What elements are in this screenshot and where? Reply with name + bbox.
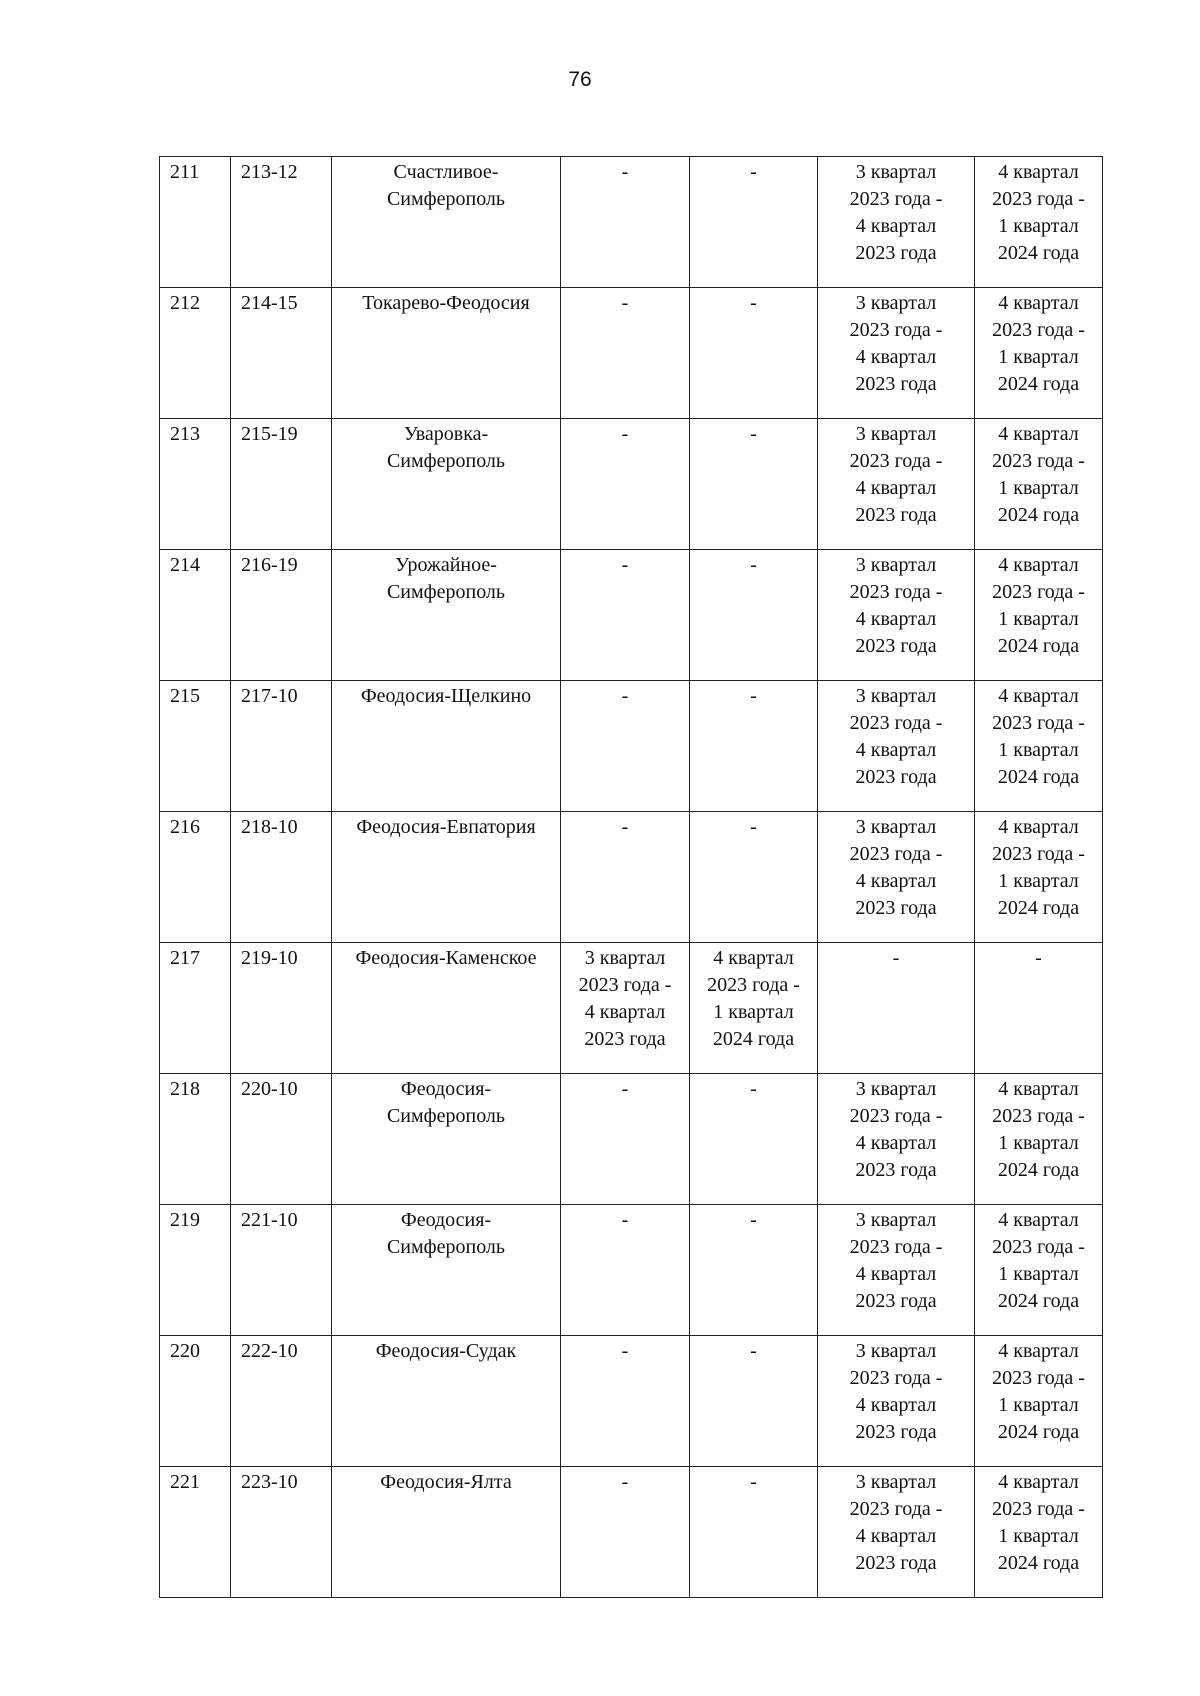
period-end-cell-b: [975, 288, 1103, 419]
cell-line: 2023 года -: [849, 712, 943, 734]
period-start-cell-a: [561, 288, 690, 419]
table-row: [160, 1205, 1103, 1336]
cell-line: 2023 года -: [992, 450, 1085, 472]
period-end-cell-a: [690, 157, 818, 288]
cell-line: 4 квартал: [998, 685, 1079, 707]
route-name-cell: [332, 1074, 561, 1205]
period-end-cell-a: [690, 1336, 818, 1467]
row-number-cell: 216: [160, 812, 231, 943]
row-number-cell: 218: [160, 1074, 231, 1205]
cell-line: 4 квартал: [855, 477, 937, 499]
table-row: [160, 288, 1103, 419]
period-end-cell-a: [690, 288, 818, 419]
cell-line: 3 квартал: [855, 161, 937, 183]
cell-line: 1 квартал: [998, 1263, 1079, 1285]
cell-line: 2023 года -: [992, 1498, 1085, 1520]
cell-line: 2023 года: [855, 373, 937, 395]
table-row: [160, 550, 1103, 681]
cell-line: 2023 года: [855, 1290, 937, 1312]
cell-line: 4 квартал: [855, 1132, 937, 1154]
cell-line: Симферополь: [386, 581, 506, 603]
period-start-cell-a: [561, 419, 690, 550]
cell-line: 1 квартал: [998, 1132, 1079, 1154]
row-number-cell: 211: [160, 157, 231, 288]
row-number-cell: 213: [160, 419, 231, 550]
cell-line: 1 квартал: [998, 477, 1079, 499]
cell-line: 2024 года: [997, 635, 1080, 657]
route-name-cell: [332, 1205, 561, 1336]
cell-line: Симферополь: [386, 450, 506, 472]
cell-line: 4 квартал: [855, 608, 937, 630]
period-start-cell-b: [818, 1205, 975, 1336]
period-end-cell-a: [690, 681, 818, 812]
cell-line: -: [892, 947, 900, 969]
cell-line: 4 квартал: [855, 870, 937, 892]
cell-line: 3 квартал: [855, 1078, 937, 1100]
cell-line: 4 квартал: [998, 292, 1079, 314]
period-start-cell-b: [818, 1336, 975, 1467]
route-name-cell: [332, 681, 561, 812]
cell-line: 4 квартал: [998, 1471, 1079, 1493]
cell-line: 2024 года: [712, 1028, 795, 1050]
cell-line: -: [621, 685, 629, 707]
cell-line: 2023 года -: [849, 188, 943, 210]
cell-line: -: [750, 554, 757, 576]
cell-line: Симферополь: [386, 1236, 506, 1258]
cell-line: 1 квартал: [998, 346, 1079, 368]
route-code-cell: 217-10: [231, 681, 332, 812]
cell-line: 2023 года: [855, 504, 937, 526]
cell-line: 1 квартал: [998, 1525, 1079, 1547]
route-schedule-table: [159, 156, 1103, 1598]
cell-line: 4 квартал: [998, 1340, 1079, 1362]
cell-line: 2024 года: [997, 766, 1080, 788]
cell-line: 2024 года: [997, 1159, 1080, 1181]
period-start-cell-a: [561, 550, 690, 681]
period-end-cell-a: [690, 419, 818, 550]
cell-line: 2023 года -: [992, 581, 1085, 603]
period-start-cell-a: [561, 157, 690, 288]
cell-line: 2023 года -: [992, 319, 1085, 341]
cell-line: 2023 года -: [992, 188, 1085, 210]
period-end-cell-b: [975, 943, 1103, 1074]
cell-line: 3 квартал: [855, 1471, 937, 1493]
table-row: [160, 1467, 1103, 1598]
cell-line: 3 квартал: [855, 1209, 937, 1231]
period-end-cell-a: [690, 1467, 818, 1598]
row-number-cell: 212: [160, 288, 231, 419]
cell-line: 2023 года: [855, 1159, 937, 1181]
cell-line: -: [750, 161, 757, 183]
cell-line: 1 квартал: [998, 608, 1079, 630]
cell-line: 2023 года: [855, 1552, 937, 1574]
cell-line: 4 квартал: [998, 554, 1079, 576]
period-start-cell-b: [818, 812, 975, 943]
table-row: [160, 812, 1103, 943]
cell-line: -: [750, 292, 757, 314]
route-code-cell: 215-19: [231, 419, 332, 550]
cell-line: 4 квартал: [998, 161, 1079, 183]
cell-line: 3 квартал: [855, 685, 937, 707]
route-name-cell: [332, 1336, 561, 1467]
cell-line: 2024 года: [997, 1421, 1080, 1443]
cell-line: 4 квартал: [998, 423, 1079, 445]
cell-line: 4 квартал: [584, 1001, 666, 1023]
page-number: 76: [568, 68, 592, 91]
period-end-cell-a: [690, 1074, 818, 1205]
cell-line: -: [621, 1340, 629, 1362]
route-code-cell: 221-10: [231, 1205, 332, 1336]
period-start-cell-a: [561, 1467, 690, 1598]
cell-line: 2023 года: [584, 1028, 666, 1050]
cell-line: 4 квартал: [855, 1263, 937, 1285]
period-end-cell-b: [975, 812, 1103, 943]
period-start-cell-b: [818, 419, 975, 550]
cell-line: -: [621, 1471, 629, 1493]
period-start-cell-b: [818, 1074, 975, 1205]
cell-line: 1 квартал: [998, 739, 1079, 761]
cell-line: 2024 года: [997, 373, 1080, 395]
cell-line: 2023 года -: [849, 1367, 943, 1389]
period-start-cell-b: [818, 550, 975, 681]
route-name-cell: [332, 157, 561, 288]
cell-line: 3 квартал: [855, 1340, 937, 1362]
cell-line: 4 квартал: [998, 1209, 1079, 1231]
table-row: [160, 157, 1103, 288]
cell-line: 2023 года -: [707, 974, 800, 996]
cell-line: -: [750, 1340, 757, 1362]
cell-line: -: [621, 161, 629, 183]
cell-line: 4 квартал: [855, 739, 937, 761]
table-row: [160, 419, 1103, 550]
period-start-cell-b: [818, 681, 975, 812]
route-name-cell: [332, 419, 561, 550]
period-start-cell-a: [561, 812, 690, 943]
cell-line: 3 квартал: [855, 423, 937, 445]
period-start-cell-a: [561, 1074, 690, 1205]
cell-line: 2023 года: [855, 897, 937, 919]
cell-line: Токарево-Феодосия: [362, 292, 530, 314]
cell-line: -: [750, 423, 757, 445]
cell-line: Феодосия-Судак: [375, 1340, 517, 1362]
cell-line: Симферополь: [386, 1105, 506, 1127]
row-number-cell: 221: [160, 1467, 231, 1598]
cell-line: 2024 года: [997, 897, 1080, 919]
period-start-cell-a: [561, 681, 690, 812]
cell-line: 2023 года -: [992, 1236, 1085, 1258]
table-row: [160, 1336, 1103, 1467]
cell-line: 2024 года: [997, 504, 1080, 526]
cell-line: -: [621, 554, 629, 576]
period-start-cell-b: [818, 157, 975, 288]
cell-line: 4 квартал: [998, 816, 1079, 838]
row-number-cell: 219: [160, 1205, 231, 1336]
row-number-cell: 217: [160, 943, 231, 1074]
period-end-cell-b: [975, 1467, 1103, 1598]
cell-line: 2023 года -: [992, 1367, 1085, 1389]
route-name-cell: [332, 288, 561, 419]
period-start-cell-a: [561, 1336, 690, 1467]
cell-line: Феодосия-: [400, 1078, 492, 1100]
cell-line: 2024 года: [997, 242, 1080, 264]
table-body: [160, 157, 1103, 1598]
cell-line: 3 квартал: [855, 816, 937, 838]
cell-line: 2023 года -: [849, 843, 943, 865]
cell-line: Счастливое-: [393, 161, 499, 183]
route-code-cell: 213-12: [231, 157, 332, 288]
cell-line: 2023 года -: [849, 581, 943, 603]
cell-line: 2024 года: [997, 1290, 1080, 1312]
cell-line: 2023 года -: [849, 450, 943, 472]
period-end-cell-b: [975, 1074, 1103, 1205]
period-end-cell-a: [690, 1205, 818, 1336]
period-end-cell-b: [975, 1336, 1103, 1467]
period-start-cell-b: [818, 943, 975, 1074]
table-row: [160, 1074, 1103, 1205]
cell-line: 2023 года: [855, 242, 937, 264]
cell-line: 3 квартал: [855, 554, 937, 576]
cell-line: 2023 года: [855, 1421, 937, 1443]
cell-line: 4 квартал: [713, 947, 794, 969]
cell-line: -: [621, 423, 629, 445]
route-code-cell: 219-10: [231, 943, 332, 1074]
cell-line: 2023 года -: [849, 1498, 943, 1520]
cell-line: 1 квартал: [998, 1394, 1079, 1416]
cell-line: -: [621, 1078, 629, 1100]
cell-line: 2023 года -: [992, 712, 1085, 734]
cell-line: 2023 года: [855, 635, 937, 657]
table-row: [160, 681, 1103, 812]
row-number-cell: 220: [160, 1336, 231, 1467]
cell-line: 2023 года -: [849, 1236, 943, 1258]
cell-line: 2023 года -: [578, 974, 672, 996]
route-code-cell: 218-10: [231, 812, 332, 943]
period-end-cell-b: [975, 419, 1103, 550]
period-end-cell-a: [690, 812, 818, 943]
period-end-cell-b: [975, 550, 1103, 681]
period-start-cell-b: [818, 1467, 975, 1598]
cell-line: 2024 года: [997, 1552, 1080, 1574]
period-end-cell-b: [975, 157, 1103, 288]
table-row: [160, 943, 1103, 1074]
cell-line: -: [750, 1471, 757, 1493]
cell-line: 4 квартал: [855, 215, 937, 237]
cell-line: -: [750, 816, 757, 838]
cell-line: -: [621, 292, 629, 314]
cell-line: Феодосия-Щелкино: [360, 685, 532, 707]
cell-line: 4 квартал: [855, 1525, 937, 1547]
cell-line: 1 квартал: [713, 1001, 794, 1023]
cell-line: -: [621, 1209, 629, 1231]
route-name-cell: [332, 1467, 561, 1598]
period-end-cell-b: [975, 681, 1103, 812]
cell-line: 2023 года -: [992, 843, 1085, 865]
cell-line: 1 квартал: [998, 215, 1079, 237]
route-code-cell: 222-10: [231, 1336, 332, 1467]
cell-line: 2023 года -: [992, 1105, 1085, 1127]
cell-line: -: [750, 1209, 757, 1231]
cell-line: 4 квартал: [855, 346, 937, 368]
cell-line: 4 квартал: [855, 1394, 937, 1416]
cell-line: 3 квартал: [855, 292, 937, 314]
cell-line: Урожайное-: [395, 554, 497, 576]
cell-line: 2023 года: [855, 766, 937, 788]
cell-line: Феодосия-: [400, 1209, 492, 1231]
cell-line: -: [621, 816, 629, 838]
period-start-cell-a: [561, 1205, 690, 1336]
period-end-cell-a: [690, 550, 818, 681]
row-number-cell: 215: [160, 681, 231, 812]
cell-line: Феодосия-Ялта: [380, 1471, 512, 1493]
route-code-cell: 216-19: [231, 550, 332, 681]
route-code-cell: 220-10: [231, 1074, 332, 1205]
cell-line: -: [1035, 947, 1042, 969]
route-code-cell: 223-10: [231, 1467, 332, 1598]
cell-line: 3 квартал: [584, 947, 666, 969]
route-name-cell: [332, 812, 561, 943]
period-start-cell-b: [818, 288, 975, 419]
cell-line: Феодосия-Евпатория: [356, 816, 536, 838]
row-number-cell: 214: [160, 550, 231, 681]
cell-line: 4 квартал: [998, 1078, 1079, 1100]
route-code-cell: 214-15: [231, 288, 332, 419]
cell-line: 2023 года -: [849, 319, 943, 341]
cell-line: -: [750, 1078, 757, 1100]
route-name-cell: [332, 550, 561, 681]
cell-line: -: [750, 685, 757, 707]
cell-line: 1 квартал: [998, 870, 1079, 892]
cell-line: Уваровка-: [403, 423, 489, 445]
route-name-cell: [332, 943, 561, 1074]
cell-line: Симферополь: [386, 188, 506, 210]
cell-line: Феодосия-Каменское: [355, 947, 537, 969]
period-end-cell-a: [690, 943, 818, 1074]
period-end-cell-b: [975, 1205, 1103, 1336]
cell-line: 2023 года -: [849, 1105, 943, 1127]
period-start-cell-a: [561, 943, 690, 1074]
